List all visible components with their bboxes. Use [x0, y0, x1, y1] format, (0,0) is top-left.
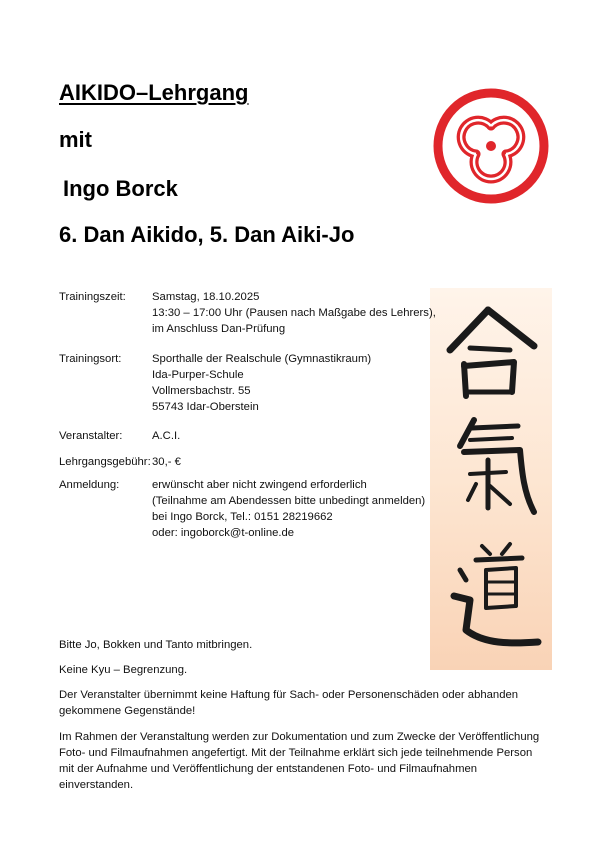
registration-line: bei Ingo Borck, Tel.: 0151 28219662	[152, 511, 333, 523]
training-place-value	[152, 351, 371, 415]
training-place-line: Ida-Purper-Schule	[152, 369, 244, 381]
registration-email-line: oder: ingoborck@t-online.de	[152, 527, 295, 539]
liability-line: gekommene Gegenstände!	[59, 705, 196, 717]
bring-note: Bitte Jo, Bokken und Tanto mitbringen.	[59, 639, 253, 651]
training-place-label: Trainingsort:	[59, 353, 122, 365]
organizer-value: A.C.I.	[152, 430, 181, 442]
aikido-calligraphy-scroll	[430, 288, 552, 670]
training-time-line: Samstag, 18.10.2025	[152, 291, 260, 303]
training-time-line: im Anschluss Dan-Prüfung	[152, 323, 286, 335]
training-place-line: 55743 Idar-Oberstein	[152, 401, 259, 413]
photo-consent-line: einverstanden.	[59, 779, 134, 791]
mitsudomoe-crest-logo	[431, 86, 551, 206]
registration-line: (Teilnahme am Abendessen bitte unbedingt anmelden)	[152, 495, 426, 507]
registration-label: Anmeldung:	[59, 479, 120, 491]
heading-with: mit	[59, 127, 92, 152]
kyu-note: Keine Kyu – Begrenzung.	[59, 664, 188, 676]
training-time-label: Trainingszeit:	[59, 291, 126, 303]
photo-consent-line: Foto- und Filmaufnahmen angefertigt. Mit der Teilnahme erklärt sich jede teilnehmende Person	[59, 747, 533, 759]
registration-value	[152, 477, 425, 541]
photo-consent-line: Im Rahmen der Veranstaltung werden zur Dokumentation und zum Zwecke der Veröffentlichung	[59, 731, 540, 743]
registration-line: erwünscht aber nicht zwingend erforderlich	[152, 479, 367, 491]
photo-consent-note	[59, 729, 559, 793]
organizer-label: Veranstalter:	[59, 430, 123, 442]
instructor-ranks: 6. Dan Aikido, 5. Dan Aiki-Jo	[59, 222, 355, 247]
liability-note	[59, 687, 559, 719]
photo-consent-line: mit der Aufnahme und Veröffentlichung der entstandenen Foto- und Filmaufnahmen	[59, 763, 478, 775]
page-title: AIKIDO–Lehrgang	[59, 80, 249, 105]
training-time-value	[152, 289, 436, 337]
fee-label: Lehrgangsgebühr:	[59, 456, 151, 468]
training-place-line: Sporthalle der Realschule (Gymnastikraum)	[152, 353, 372, 365]
fee-value: 30,- €	[152, 456, 181, 468]
instructor-name: Ingo Borck	[63, 176, 178, 201]
liability-line: Der Veranstalter übernimmt keine Haftung für Sach- oder Personenschäden oder abhanden	[59, 689, 519, 701]
training-place-line: Vollmersbachstr. 55	[152, 385, 251, 397]
training-time-line: 13:30 – 17:00 Uhr (Pausen nach Maßgabe des Lehrers),	[152, 307, 436, 319]
